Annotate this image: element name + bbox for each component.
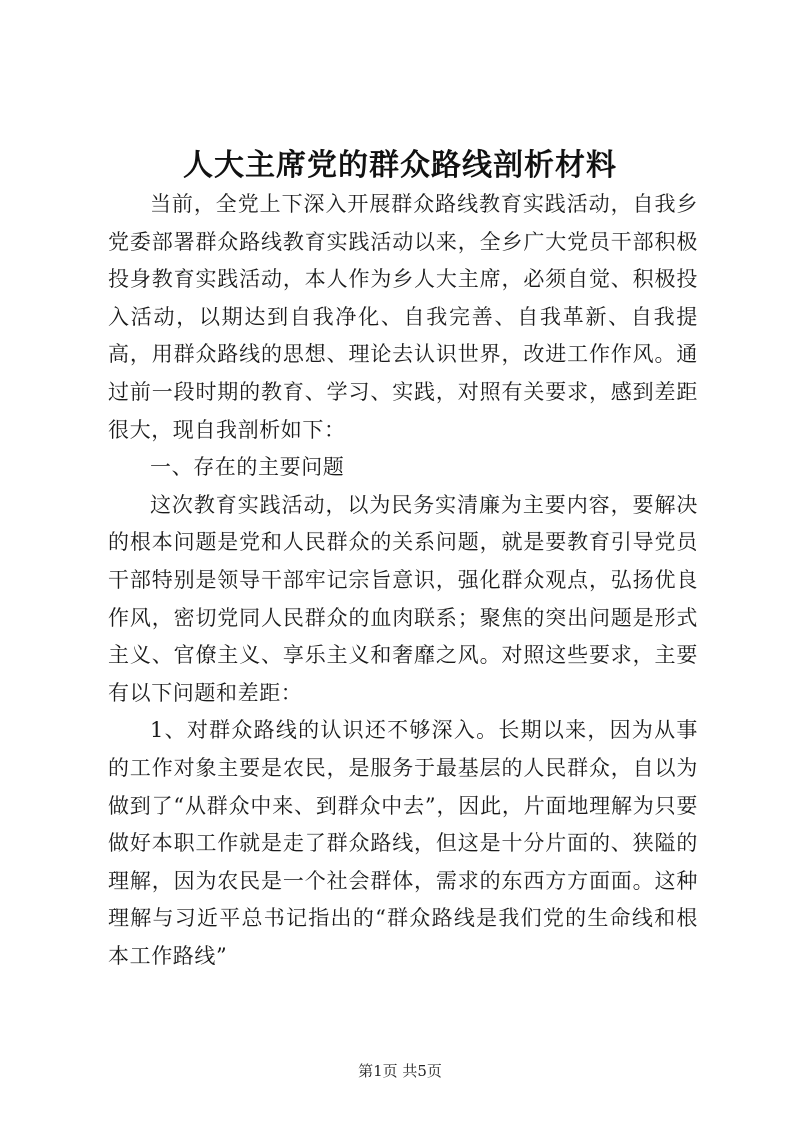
paragraph-intro: 当前，全党上下深入开展群众路线教育实践活动，自我乡党委部署群众路线教育实践活动以来，全乡广大党员干部积极投身教育实践活动，本人作为乡人大主席，必须自觉、积极投入活动，以期达到自我净化、自我完善、自我革新、自我提高，用群众路线的思想、理论去认识世界，改进工作作风。通过前一段时期的教育、学习、实践，对照有关要求，感到差距很大，现自我剖析如下： — [108, 192, 698, 442]
document-body — [108, 186, 698, 975]
paragraph-problem-1: 1、对群众路线的认识还不够深入。长期以来，因为从事的工作对象主要是农民，是服务于最基层的人民群众，自以为做到了“从群众中来、到群众中去”，因此，片面地理解为只要做好本职工作就是走了群众路线，但这是十分片面的、狭隘的理解，因为农民是一个社会群体，需求的东西方方面面。这种理解与习近平总书记指出的“群众路线是我们党的生命线和根本工作路线” — [108, 718, 698, 968]
page-number-footer: 第1页 共5页 — [358, 1062, 442, 1080]
section-heading: 一、存在的主要问题 — [150, 455, 345, 480]
paragraph-requirements: 这次教育实践活动，以为民务实清廉为主要内容，要解决的根本问题是党和人民群众的关系问题，就是要教育引导党员干部特别是领导干部牢记宗旨意识，强化群众观点，弘扬优良作风，密切党同人民群众的血肉联系；聚焦的突出问题是形式主义、官僚主义、享乐主义和奢靡之风。对照这些要求，主要有以下问题和差距： — [108, 492, 698, 705]
document-title: 人大主席党的群众路线剖析材料 — [183, 148, 617, 183]
